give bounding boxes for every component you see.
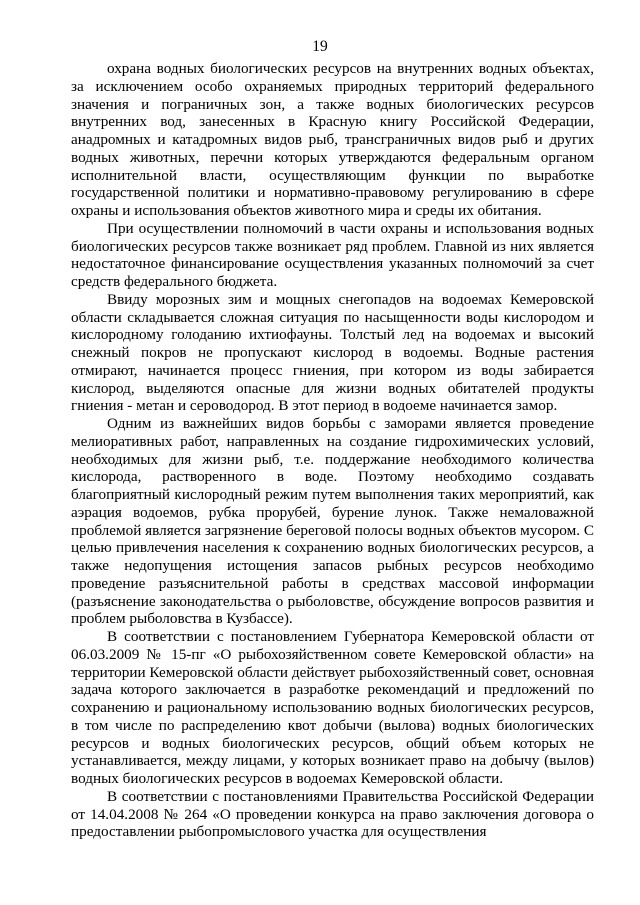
paragraph: В соответствии с постановлением Губернатора Кемеровской области от 06.03.2009 № 15-пг «О рыбохозяйственном совете Кемеровской области» на территории Кемеровской области действует рыбохозяйственный совет, основная задача которого заключается в разработке рекомендаций и предложений по сохранению и рациональному использованию водных биологических ресурсов, в том числе по распределению квот добычи (вылова) водных биологических ресурсов и водных биологических ресурсов, общий объем которых не устанавливается, между лицами, у которых возникает право на добычу (вылов) водных биологических ресурсов в водоемах Кемеровской области. — [71, 628, 594, 787]
paragraph: В соответствии с постановлениями Правительства Российской Федерации от 14.04.2008 № 264 «О проведении конкурса на право заключения договора о предоставлении рыбопромыслового участка для осуществления — [71, 787, 594, 841]
paragraph-continued: охрана водных биологических ресурсов на внутренних водных объектах, за исключением особо охраняемых природных территорий федерального значения и пограничных зон, а также водных биологических ресурсов внутренних вод, занесенных в Красную книгу Российской Федерации, анадромных и катадромных видов рыб, трансграничных видов рыб и других водных животных, перечни которых утверждаются федеральным органом исполнительной власти, осуществляющим функции по выработке государственной политики и нормативно-правовому регулированию в сфере охраны и использования объектов животного мира и среды их обитания. — [71, 60, 594, 219]
document-body — [71, 60, 594, 841]
paragraph: Ввиду морозных зим и мощных снегопадов на водоемах Кемеровской области складывается сложная ситуация по насыщенности воды кислородом и кислородному голоданию ихтиофауны. Толстый лед на водоемах и высокий снежный покров не пропускают кислород в водоемы. Водные растения отмирают, начинается процесс гниения, при котором из воды забирается кислород, выделяются опасные для жизни водных обитателей продукты гниения - метан и сероводород. В этот период в водоеме начинается замор. — [71, 290, 594, 415]
paragraph: При осуществлении полномочий в части охраны и использования водных биологических ресурсов также возникает ряд проблем. Главной из них является недостаточное финансирование осуществления указанных полномочий за счет средств федерального бюджета. — [71, 219, 594, 290]
paragraph: Одним из важнейших видов борьбы с заморами является проведение мелиоративных работ, направленных на создание гидрохимических условий, необходимых для жизни рыб, т.е. поддержание необходимого количества кислорода, растворенного в воде. Поэтому необходимо создавать благоприятный кислородный режим путем выполнения таких мероприятий, как аэрация водоемов, рубка прорубей, бурение лунок. Также немаловажной проблемой является загрязнение береговой полосы водных объектов мусором. С целью привлечения населения к сохранению водных биологических ресурсов, а также недопущения истощения запасов рыбных ресурсов необходимо проведение разъяснительной работы в средствах массовой информации (разъяснение законодательства о рыболовстве, обсуждение вопросов развития и проблем рыболовства в Кузбассе). — [71, 415, 594, 628]
page-number: 19 — [312, 38, 328, 55]
